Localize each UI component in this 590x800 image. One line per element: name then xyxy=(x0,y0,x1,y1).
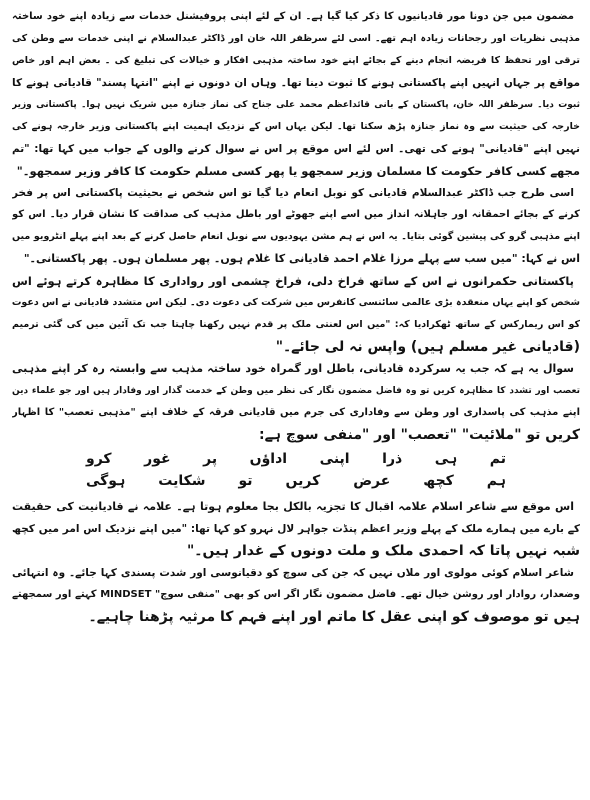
article-body-part-two xyxy=(12,496,580,628)
text-line: نہیں اپنے "قادیانی" ہونے کی تھی۔ اس لئے اس موقع پر اس نے سوال کرنے والوں کے جواب میں کہا تھا: "تم xyxy=(12,143,580,155)
text-line: کے بارے میں ہمارے ملک کے پہلے وزیر اعظم پنڈت جواہر لال نہرو کو کہا تھا: "میں اپنے نزدیک اس امر میں کچھ xyxy=(12,523,580,535)
verse-line: تم ہی ذرا اپنی اداؤں پر غور کرو xyxy=(86,451,506,467)
text-line: ترقی اور تحفظ کا فریضہ انجام دینے کے بجائے اپنے خود ساختہ مذہبی افکار و خیالات کی تبلیغ کی ۔ بعض اہم اور خاص xyxy=(12,55,580,66)
article-body-part-one xyxy=(12,6,580,446)
text-line: ثبوت دیا۔ سرظفر اللہ خان، پاکستان کے بانی قائداعظم محمد علی جناح کی نماز جنازہ میں شریک نہیں ہوا۔ پاکستانی وزیر xyxy=(12,100,580,110)
text-line: اس موقع سے شاعر اسلام علامہ اقبال کا تجزیہ بالکل بجا معلوم ہوتا ہے۔ علامہ نے قادیانیت کی حقیقت xyxy=(12,500,574,513)
text-line: کو اس ریمارکس کے ساتھ ٹھکرادیا کہ: "میں اس لعنتی ملک پر قدم نہیں رکھنا چاہتا جب تک آئین میں کی گئی ترمیم xyxy=(12,319,580,330)
paragraph xyxy=(12,358,580,446)
text-line: خارجہ کی حیثیت سے وہ نماز جنازہ پڑھ سکتا تھا۔ لیکن یہاں اس کے نزدیک اہمیت اپنے پاکستانی وزیر خارجہ ہونے کی xyxy=(12,121,580,132)
text-line: اس نے کہا: "میں سب سے پہلے مرزا غلام احمد قادیانی کا غلام ہوں۔ پھر مسلمان ہوں۔ پھر پاکستانی۔" xyxy=(23,252,580,265)
text-line: مجھے کسی کافر حکومت کا مسلمان وزیر سمجھو یا پھر کسی مسلم حکومت کا کافر وزیر سمجھو۔" xyxy=(16,164,580,178)
paragraph xyxy=(12,496,580,562)
paragraph xyxy=(12,562,580,628)
text-line: اپنے مذہبی گرو کی پیشین گوئی بتایا۔ یہ اس نے ہم مشن یہودیوں سے نوبل انعام حاصل کرنے کے بعد اپنے پہلے انٹرویو میں xyxy=(12,231,580,242)
text-line: تعصب اور تشدد کا مظاہرہ کریں تو وہ فاضل مضمون نگار کی نظر میں وطن کے خدمت گذار اور وفادار ہیں اور جو علماء دین xyxy=(12,386,580,396)
text-line: وضعدار، روادار اور روشن خیال تھے۔ فاضل مضمون نگار اگر اس کو بھی "منفی سوچ" MINDSET کہتے اور سمجھتے xyxy=(12,589,580,600)
text-line: شبہ نہیں پاتا کہ احمدی ملک و ملت دونوں کے غدار ہیں۔" xyxy=(187,543,580,559)
text-line: اپنے مذہب کی پاسداری اور وطن سے وفاداری کی جرم میں قادیانی فرقہ کے خلاف اپنے "مذہبی تعصب" کا اظہار xyxy=(12,407,580,418)
paragraph xyxy=(12,182,580,270)
poetry-couplet xyxy=(12,446,580,496)
text-line: پاکستانی حکمرانوں نے اس کے ساتھ فراخ دلی، فراخ چشمی اور رواداری کا مظاہرہ کرتے ہوئے اس xyxy=(12,274,574,288)
text-line: مذہبی نظریات اور رجحانات زیادہ اہم تھے۔ اسی لئے سرظفر اللہ خان اور ڈاکٹر عبدالسلام نے اپنی خدمات سے وطن کی xyxy=(12,33,580,44)
text-line: شخص کو اپنے یہاں منعقدہ بڑی عالمی سائنسی کانفرس میں شرکت کی دعوت دی۔ لیکن اس متشدد قادیانی نے اس دعوت xyxy=(12,297,580,308)
paragraph xyxy=(12,6,580,182)
text-line: شاعر اسلام کوئی مولوی اور ملاں نہیں کہ جن کی سوچ کو دقیانوسی اور شدت پسندی کہا جائے۔ وہ انتہائی xyxy=(12,567,574,579)
text-line: کرنے کے بجائے احمقانہ اور جاہلانہ انداز میں اسے اپنے جھوٹے اور باطل مذہب کی صداقت کا نشان قرار دیا۔ اس کو xyxy=(12,209,580,220)
text-line: ہیں تو موصوف کو اپنی عقل کا ماتم اور اپنے فہم کا مرثیہ پڑھنا چاہیے۔ xyxy=(88,609,580,625)
paragraph xyxy=(12,270,580,358)
text-line: (قادیانی غیر مسلم ہیں) واپس نہ لی جائے۔" xyxy=(275,339,580,355)
text-line: مضمون میں جن دونا مور قادیانیوں کا ذکر کیا گیا ہے۔ ان کے لئے اپنی پروفیشنل خدمات سے زیادہ اپنے خود ساختہ xyxy=(12,11,574,22)
text-line: مواقع پر جہاں انہیں اپنے پاکستانی ہونے کا ثبوت دینا تھا۔ وہاں ان دونوں نے اپنے "انتہا پسند" قادیانی ہونے کا xyxy=(12,77,580,89)
text-line: کریں تو "ملائیت" "تعصب" اور "منفی سوچ ہے: xyxy=(258,427,580,443)
verse-line: ہم کچھ عرض کریں تو شکایت ہوگی xyxy=(86,473,506,489)
text-line: سوال یہ ہے کہ جب یہ سرکردہ قادیانی، باطل اور گمراہ خود ساختہ مذہب سے وابستہ رہ کر اپنے مذہبی xyxy=(12,362,574,375)
text-line: اسی طرح جب ڈاکٹر عبدالسلام قادیانی کو نوبل انعام دیا گیا تو اس شخص نے بحیثیت پاکستانی اس پر فخر xyxy=(12,187,574,199)
